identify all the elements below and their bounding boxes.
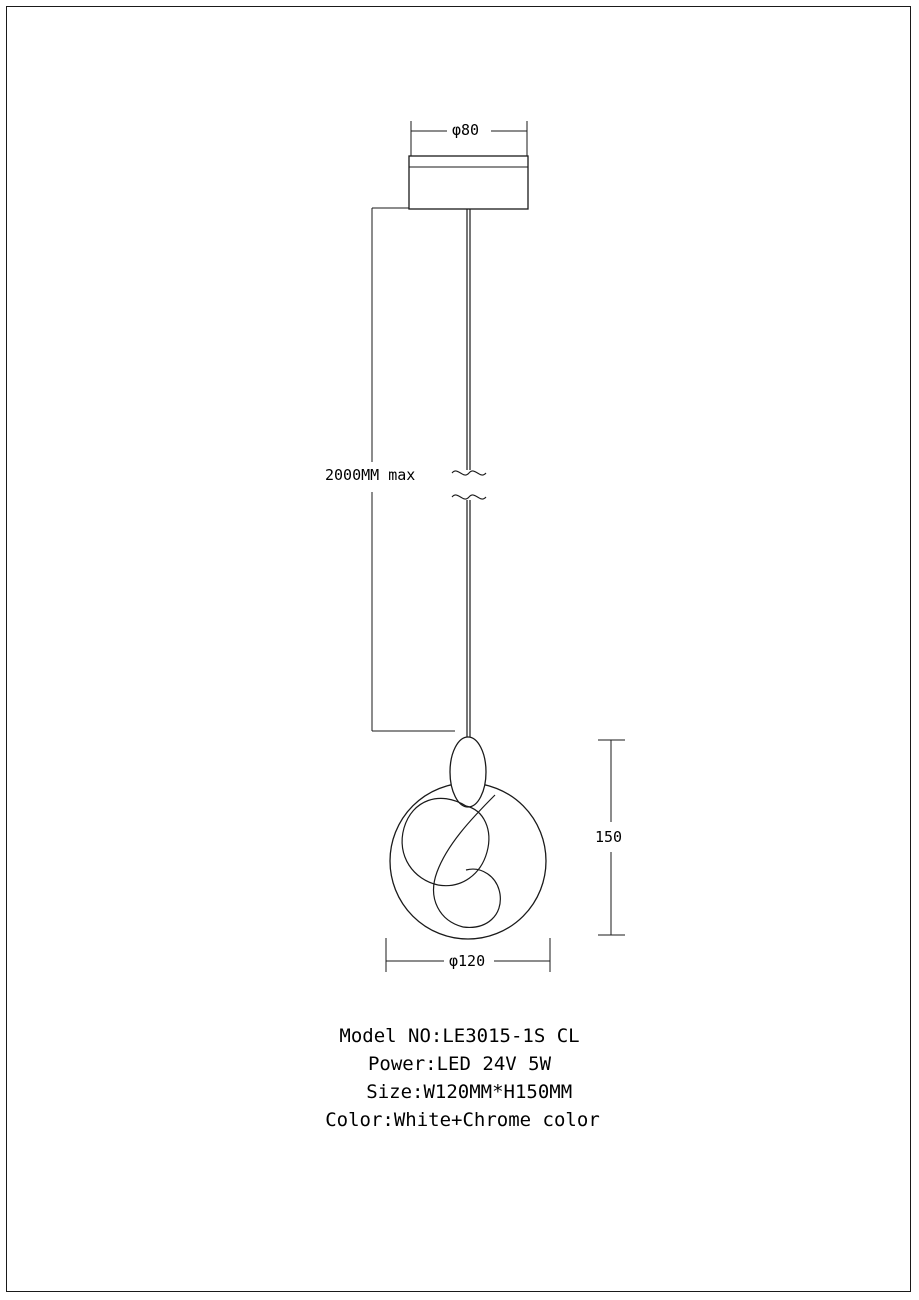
- cable-break-symbol: [452, 471, 486, 499]
- canopy-block: [409, 156, 528, 209]
- lamp-stem-fitting: [450, 737, 486, 807]
- spec-color: Color:White+Chrome color: [325, 1109, 600, 1131]
- body-diameter-label: φ120: [449, 952, 486, 970]
- spec-power: Power:LED 24V 5W: [367, 1053, 552, 1075]
- specification-block: [0, 1022, 919, 1134]
- top-diameter-label: φ80: [452, 121, 480, 139]
- spec-size: Size:W120MM*H150MM: [354, 1081, 573, 1103]
- drop-length-label: 2000MM max: [325, 466, 416, 484]
- suspension-cable: [467, 209, 470, 745]
- spec-model: Model NO:LE3015-1S CL: [339, 1025, 580, 1047]
- body-height-label: 150: [595, 828, 623, 846]
